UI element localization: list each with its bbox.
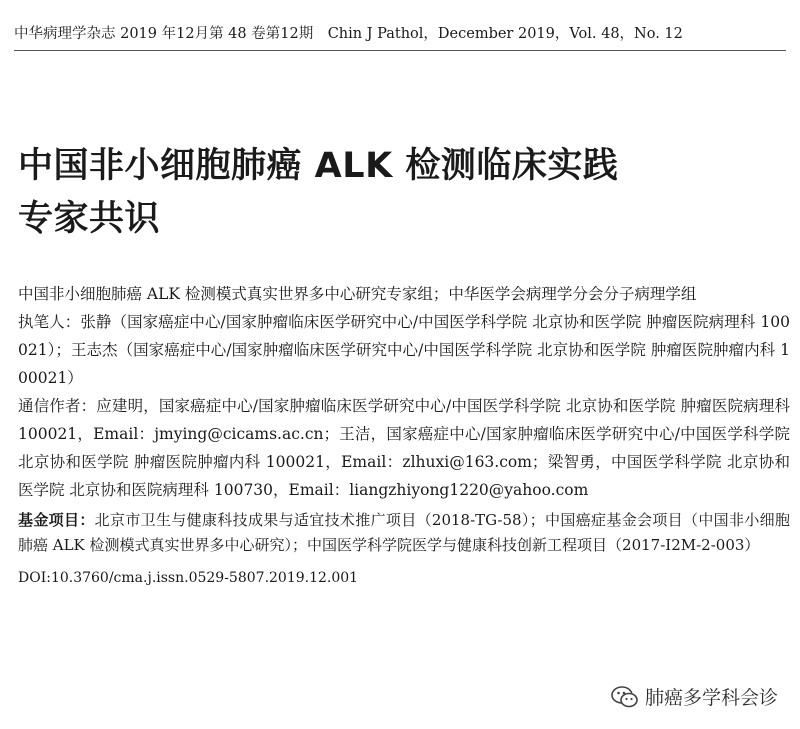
wechat-watermark [611,683,778,710]
corresponding-label: 通信作者： [18,397,97,415]
writers-label: 执笔人： [18,313,81,331]
funding-block [18,508,790,558]
writers-text: 张静（国家癌症中心/国家肿瘤临床医学研究中心/中国医学科学院 北京协和医学院 肿瘤医院病理科 100021）；王志杰（国家癌症中心/国家肿瘤临床医学研究中心/中国医学科学院 北京协和医学院 肿瘤医院肿瘤内科 100021） [18,313,790,387]
journal-header: 中华病理学杂志 2019 年12月第 48 卷第12期 Chin J Pathol，December 2019，Vol. 48，No. 12 [14,26,683,42]
article-title [18,140,758,246]
writers-block [18,308,790,392]
doi: DOI:10.3760/cma.j.issn.0529-5807.2019.12.001 [18,570,359,586]
header-divider [14,50,786,51]
article-front-matter [18,280,790,592]
corresponding-text: 应建明，国家癌症中心/国家肿瘤临床医学研究中心/中国医学科学院 北京协和医学院 肿瘤医院病理科 100021，Email：jmying@cicams.ac.cn；王洁，国家癌症中心/国家肿瘤临床医学研究中心/中国医学科学院 北京协和医学院 肿瘤医院肿瘤内科 100021，Email：zlhuxi@163.com；梁智勇，中国医学科学院 北京协和医学院 北京协和医院病理科 100730，Email：liangzhiyong1220@yahoo.com [18,397,790,499]
author-group: 中国非小细胞肺癌 ALK 检测模式真实世界多中心研究专家组；中华医学会病理学分会分子病理学组 [18,285,697,303]
wechat-icon [611,685,639,709]
funding-text: 北京市卫生与健康科技成果与适宜技术推广项目（2018-TG-58）；中国癌症基金会项目（中国非小细胞肺癌 ALK 检测模式真实世界多中心研究）；中国医学科学院医学与健康科技创新工程项目（2017-I2M-2-003） [18,511,790,554]
watermark-text: 肺癌多学科会诊 [644,687,778,709]
title-line-2: 专家共识 [18,199,161,239]
funding-label: 基金项目： [18,511,95,529]
title-line-1: 中国非小细胞肺癌 ALK 检测临床实践 [18,146,619,186]
corresponding-block [18,392,790,504]
